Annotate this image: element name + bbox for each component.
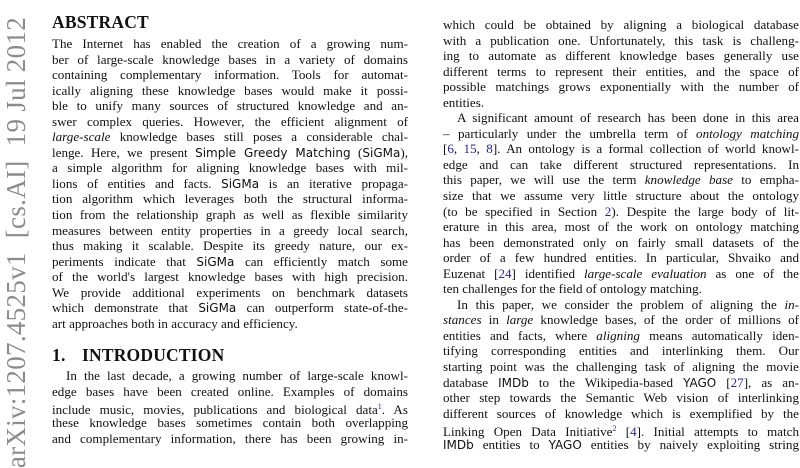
text-run: in	[481, 312, 507, 328]
text-run: ically aligning these knowledge bases would make it possi-	[52, 82, 408, 98]
text-line	[443, 266, 799, 282]
left-column	[52, 11, 408, 446]
text-run: other step towards the Semantic Web vision of interlinking	[443, 390, 799, 406]
text-run: has been demonstrated only on fairly small datasets of the	[443, 234, 799, 250]
text-line	[52, 399, 408, 418]
citation-link[interactable]: 2	[604, 203, 612, 219]
section-number: 1.	[52, 345, 66, 366]
text-line	[52, 254, 408, 270]
system-name: IMDb	[498, 375, 529, 390]
text-line	[443, 343, 799, 359]
text-run: with a publication one. Unfortunately, this task is challeng-	[443, 32, 799, 48]
text-run: database	[443, 374, 499, 390]
text-run: tion from the relationship graph as well as flexible similarity	[52, 207, 408, 223]
text-line	[52, 316, 408, 332]
text-line	[443, 17, 799, 33]
text-run: tifying corresponding entities and interlinking them. Our	[443, 343, 799, 359]
text-line	[52, 160, 408, 176]
emphasis-text: ontology matching	[696, 125, 799, 141]
text-run: edge and can take different structured representations. In	[443, 156, 799, 172]
emphasis-text: large	[506, 312, 534, 328]
text-line	[52, 98, 408, 114]
text-run: is an iterative propaga-	[259, 175, 408, 191]
text-run: entities by naively exploiting string	[581, 436, 799, 452]
text-run: ber of large-scale knowledge bases in a variety of domains	[52, 51, 408, 67]
text-line	[443, 64, 799, 80]
system-name: YAGO	[548, 437, 582, 452]
text-run: erature in this area, most of the work on ontology matching	[443, 219, 799, 235]
text-line	[443, 406, 799, 422]
text-run: order of a few hundred entities. In particular, Shvaiko and	[443, 250, 799, 266]
text-line	[443, 328, 799, 344]
text-run: lenge. Here, we present	[52, 144, 196, 160]
text-run: [	[443, 141, 448, 157]
emphasis-text: aligning	[596, 327, 640, 343]
text-line	[443, 235, 799, 251]
text-line	[52, 431, 408, 447]
introduction-body	[52, 368, 408, 446]
system-name: IMDb	[443, 437, 474, 452]
text-run: entities.	[443, 94, 485, 110]
text-run: We provide additional experiments on benchmark datasets	[52, 284, 408, 300]
text-run: thus making it scalable. Despite its greedy nature, our ex-	[52, 238, 408, 254]
text-line	[52, 129, 408, 145]
text-line	[52, 269, 408, 285]
text-line	[52, 223, 408, 239]
text-run: ing to automate as different knowledge bases generally use	[443, 48, 799, 64]
emphasis-text: in-	[784, 296, 799, 312]
text-run: knowledge bases, of the order of millions of	[533, 312, 800, 328]
text-line	[443, 390, 799, 406]
system-name: Simple Greedy Matching	[195, 145, 351, 160]
citation-link[interactable]: 15	[463, 141, 477, 157]
text-run: containing complementary information. Tools for automat-	[52, 67, 408, 83]
emphasis-text: large-scale evaluation	[583, 265, 707, 281]
system-name: YAGO	[683, 375, 717, 390]
text-run: which could be obtained by aligning a biological database	[443, 17, 799, 32]
abstract-body	[52, 36, 408, 331]
text-run: tion algorithm which leverages both the structural informa-	[52, 191, 408, 207]
text-run: – particularly under the umbrella term of	[443, 125, 697, 141]
citation-link[interactable]: 6	[447, 141, 454, 157]
text-line	[443, 141, 799, 157]
text-run: starting point was the challenging task of aligning the movie	[443, 359, 799, 375]
text-line	[443, 110, 799, 126]
text-line	[443, 188, 799, 204]
text-line	[443, 219, 799, 235]
text-line	[443, 281, 799, 297]
text-run: include music, movies, publications and biological data	[52, 402, 378, 418]
text-line	[52, 285, 408, 301]
text-run: swer complex queries. However, the efficient alignment of	[52, 113, 408, 129]
text-run: and complementary information, there has been growing in-	[52, 430, 408, 446]
right-column-body	[443, 17, 799, 452]
text-run: [	[716, 374, 731, 390]
text-run: ], as an-	[743, 374, 799, 390]
text-run: periments indicate that	[52, 253, 197, 269]
text-run: entities and facts, where	[443, 327, 597, 343]
text-line	[52, 83, 408, 99]
text-run: In this paper, we consider the problem of aligning the	[457, 296, 785, 312]
text-run: ]. Initial attempts to match	[636, 424, 799, 440]
text-line	[443, 172, 799, 188]
text-line	[443, 375, 799, 391]
text-run: measures between entity properties in a greedy local search,	[52, 222, 408, 238]
text-line	[52, 36, 408, 52]
arxiv-identifier-stamp: arXiv:1207.4525v1 [cs.AI] 19 Jul 2012	[1, 16, 31, 468]
text-run: . As	[381, 402, 408, 418]
text-run: can efficiently match some	[234, 253, 408, 269]
text-line	[443, 421, 799, 440]
text-run: ). Despite the large body of lit-	[611, 203, 799, 219]
text-run: as one of the	[706, 265, 799, 281]
text-run: different terms to represent their entities, and the space of	[443, 63, 799, 79]
text-line	[52, 176, 408, 192]
text-run: this paper, we will use the term	[443, 172, 645, 188]
emphasis-text: stances	[443, 312, 482, 328]
text-line	[52, 368, 408, 384]
system-name: SiGMa	[196, 254, 235, 269]
system-name: SiGMa	[198, 301, 237, 316]
text-run: possible matchings grows exponentially with the number of	[443, 79, 799, 95]
text-line	[443, 297, 799, 313]
system-name: SiGMa	[362, 145, 401, 160]
text-run: Euzenat [	[443, 265, 499, 281]
citation-link[interactable]: 27	[730, 374, 744, 390]
text-run: ,	[453, 141, 464, 157]
text-line	[52, 114, 408, 130]
citation-link[interactable]: 24	[498, 265, 512, 281]
text-line	[52, 145, 408, 161]
text-line	[443, 33, 799, 49]
text-line	[443, 48, 799, 64]
text-line	[443, 95, 799, 111]
text-line	[443, 204, 799, 220]
text-run: edge bases have been created online. Examples of domains	[52, 383, 408, 399]
text-run: The Internet has enabled the creation of a growing num-	[52, 36, 408, 51]
emphasis-text: knowledge base	[644, 172, 733, 188]
text-run: different sources of knowledge which is exemplified by the	[443, 405, 799, 421]
text-run: entities to	[473, 436, 549, 452]
text-run: ] identified	[511, 265, 584, 281]
text-line	[443, 157, 799, 173]
text-run: A significant amount of research has been done in this area	[457, 110, 799, 126]
text-run: can outperform state-of-the-	[236, 300, 409, 316]
text-line	[443, 79, 799, 95]
right-column	[443, 17, 799, 452]
text-run: ble to unify many sources of structured knowledge and an-	[52, 98, 408, 114]
text-run: knowledge bases still poses a considerable chal-	[110, 129, 408, 145]
text-run: (	[350, 144, 363, 160]
text-run: means automatically iden-	[639, 327, 800, 343]
text-line	[52, 384, 408, 400]
text-run: which demonstrate that	[52, 300, 199, 316]
text-run: ),	[400, 144, 408, 160]
text-run: to empha-	[732, 172, 799, 188]
footnote-marker[interactable]: 2	[612, 424, 617, 434]
footnote-marker[interactable]: 1	[377, 402, 382, 412]
text-line	[52, 207, 408, 223]
text-run: (to be specified in Section	[443, 203, 605, 219]
text-line	[52, 191, 408, 207]
text-line	[443, 312, 799, 328]
text-run: In the last decade, a growing number of large-scale knowl-	[66, 368, 408, 384]
text-run: ,	[476, 141, 487, 157]
citation-link[interactable]: 4	[630, 424, 637, 440]
text-line	[52, 67, 408, 83]
text-line	[52, 238, 408, 254]
text-run: [	[616, 424, 631, 440]
text-line	[52, 415, 408, 431]
text-line	[52, 300, 408, 316]
text-run: lions of entities and facts.	[52, 175, 222, 191]
section-title: INTRODUCTION	[82, 345, 225, 366]
text-run: art approaches both in accuracy and efficiency.	[52, 315, 298, 331]
system-name: SiGMa	[221, 176, 260, 191]
text-run: ]. An ontology is a formal collection of world knowl-	[492, 141, 800, 157]
text-line	[443, 126, 799, 142]
text-run: ten challenges for the field of ontology matching.	[443, 281, 702, 297]
text-line	[52, 52, 408, 68]
citation-link[interactable]: 8	[486, 141, 493, 157]
text-run: of the world's largest knowledge bases with high precision.	[52, 269, 408, 285]
text-line	[443, 250, 799, 266]
text-run: these knowledge bases sometimes contain both overlapping	[52, 415, 408, 431]
text-run: to the Wikipedia-based	[528, 374, 684, 390]
emphasis-text: large-scale	[52, 129, 111, 145]
text-run: a simple algorithm for aligning knowledge bases with mil-	[52, 160, 408, 176]
text-run: size that we assume very little structure about the ontology	[443, 188, 799, 204]
text-line	[443, 359, 799, 375]
abstract-heading: ABSTRACT	[52, 12, 149, 32]
introduction-heading	[52, 344, 408, 366]
text-run: Linking Open Data Initiative	[443, 424, 613, 440]
